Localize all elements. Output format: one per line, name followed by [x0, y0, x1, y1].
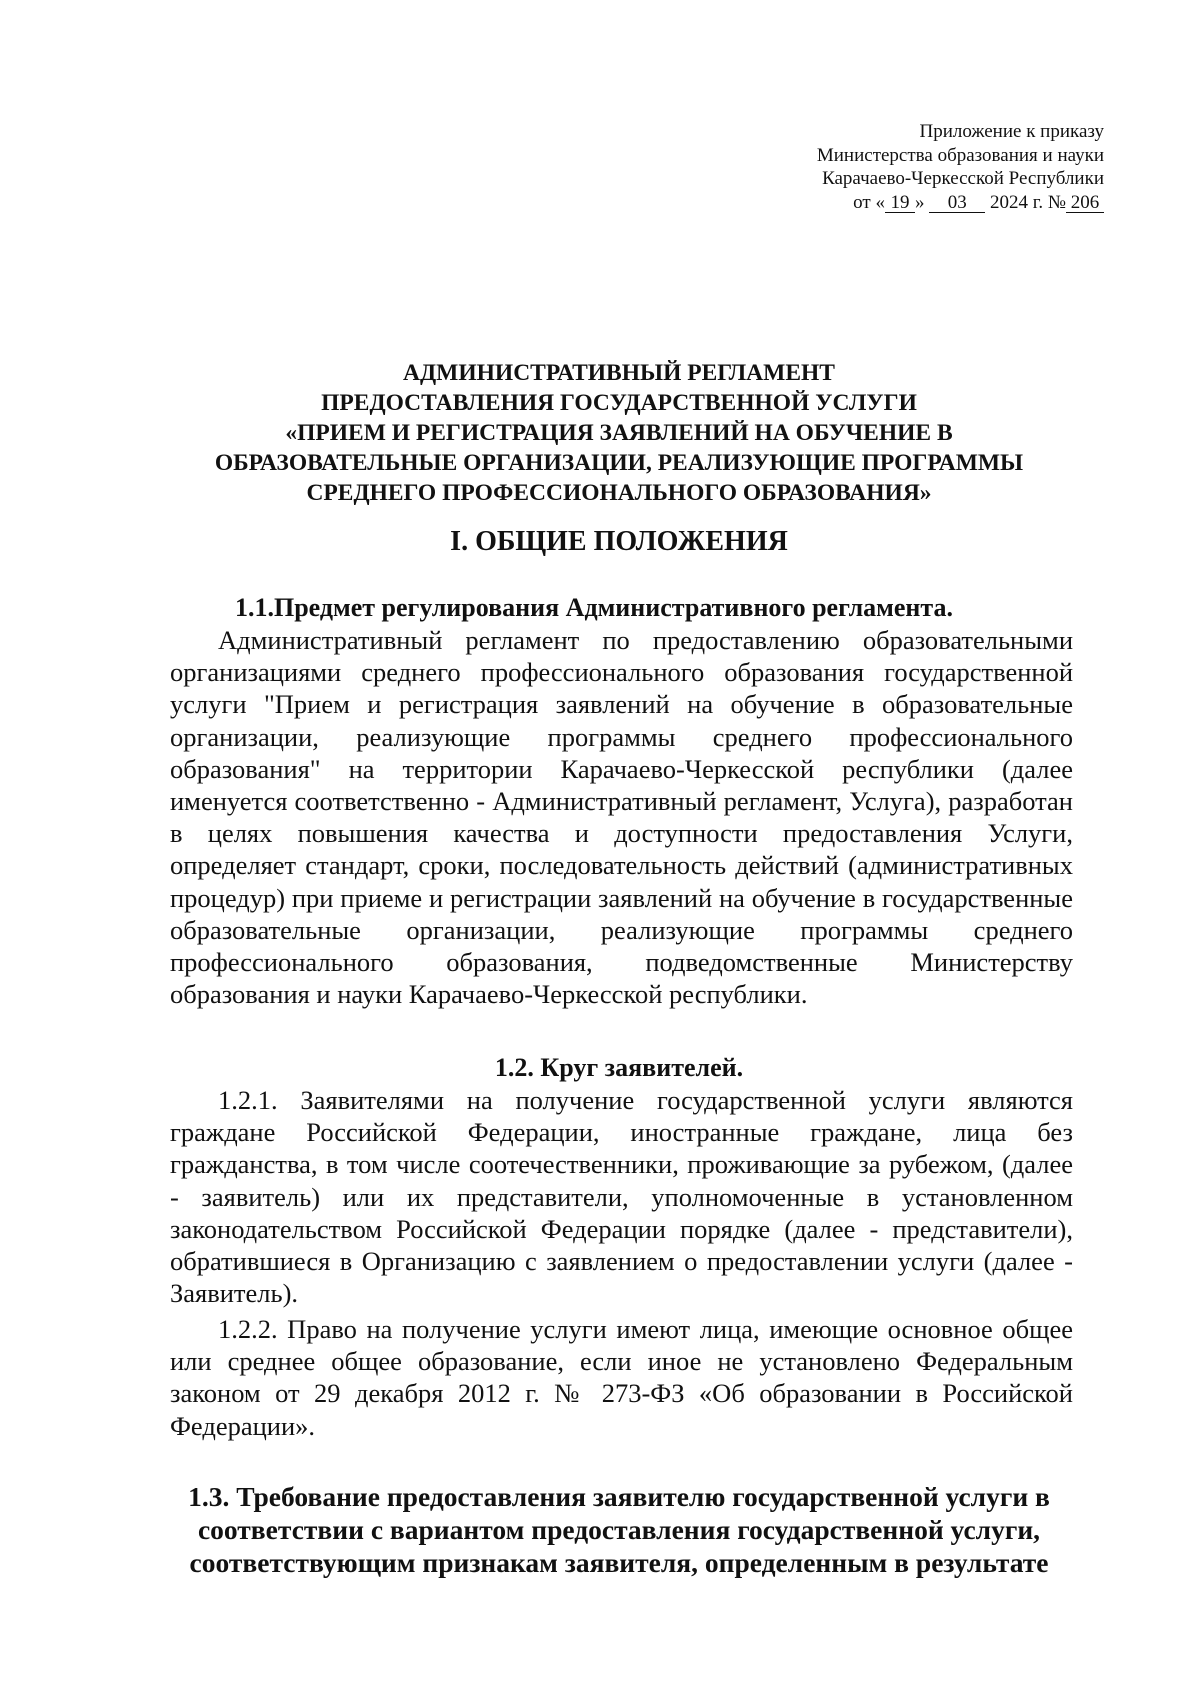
- date-prefix: от «: [853, 191, 885, 213]
- appendix-block: [584, 120, 1104, 214]
- appendix-line-1: Приложение к приказу: [919, 121, 1104, 142]
- order-number: 206: [1066, 193, 1104, 213]
- date-month: 03: [929, 193, 985, 213]
- section-1-3-heading: [165, 1480, 1073, 1579]
- section-1-1-text: Административный регламент по предоставлению образовательными организациями среднего профессионального образования государственной услуги "Прием и регистрация заявлений на обучение в образовательные организации, реализующие программы среднего профессионального образования" на территории Карачаево-Черкесской республики (далее именуется соответственно - Административный регламент, Услуга), разработан в целях повышения качества и доступности предоставления Услуги, определяет стандарт, сроки, последовательность действий (административных процедур) при приеме и регистрации заявлений на обучение в государственные образовательные организации, реализующие программы среднего профессионального образования, подведомственные Министерству образования и науки Карачаево-Черкесской республики.: [170, 625, 1073, 1010]
- appendix-line-3: Карачаево-Черкесской Республики: [822, 168, 1104, 189]
- order-number-prefix: №: [1047, 191, 1066, 213]
- section-1-2-heading: 1.2. Круг заявителей.: [494, 1053, 744, 1082]
- section-1-3-line-2: соответствии с вариантом предоставления государственной услуги,: [197, 1514, 1041, 1545]
- title-line-3: «ПРИЕМ И РЕГИСТРАЦИЯ ЗАЯВЛЕНИЙ НА ОБУЧЕНИЕ В: [285, 420, 953, 446]
- section-1-2-1-text: 1.2.1. Заявителями на получение государственной услуги являются граждане Российской Федерации, иностранные граждане, лица без гражданства, в том числе соотечественники, проживающие за рубежом, (далее - заявитель) или их представители, уполномоченные в установленном законодательством Российской Федерации порядке (далее - представители), обратившиеся в Организацию с заявлением о предоставлении услуги (далее - Заявитель).: [170, 1085, 1073, 1309]
- date-quote-close: »: [914, 191, 925, 213]
- chapter-heading: I. ОБЩИЕ ПОЛОЖЕНИЯ: [450, 526, 788, 557]
- date-year: 2024 г.: [989, 191, 1044, 213]
- document-title: [165, 358, 1073, 508]
- date-day: 19: [885, 193, 915, 213]
- section-1-1-heading: 1.1.Предмет регулирования Административного регламента.: [235, 593, 953, 622]
- section-1-3-line-1: 1.3. Требование предоставления заявителю государственной услуги в: [188, 1481, 1050, 1512]
- title-line-2: ПРЕДОСТАВЛЕНИЯ ГОСУДАРСТВЕННОЙ УСЛУГИ: [321, 390, 917, 416]
- appendix-date-line: [584, 191, 1104, 215]
- title-line-1: АДМИНИСТРАТИВНЫЙ РЕГЛАМЕНТ: [403, 360, 835, 386]
- section-1-3-line-3: соответствующим признакам заявителя, определенным в результате: [189, 1547, 1049, 1578]
- title-line-4: ОБРАЗОВАТЕЛЬНЫЕ ОРГАНИЗАЦИИ, РЕАЛИЗУЮЩИЕ ПРОГРАММЫ: [214, 450, 1024, 476]
- appendix-line-2: Министерства образования и науки: [816, 144, 1104, 166]
- section-1-2-2-text: 1.2.2. Право на получение услуги имеют лица, имеющие основное общее или среднее общее образование, если иное не установлено Федеральным законом от 29 декабря 2012 г. № 273-ФЗ «Об образовании в Российской Федерации».: [170, 1314, 1073, 1441]
- title-line-5: СРЕДНЕГО ПРОФЕССИОНАЛЬНОГО ОБРАЗОВАНИЯ»: [306, 480, 932, 506]
